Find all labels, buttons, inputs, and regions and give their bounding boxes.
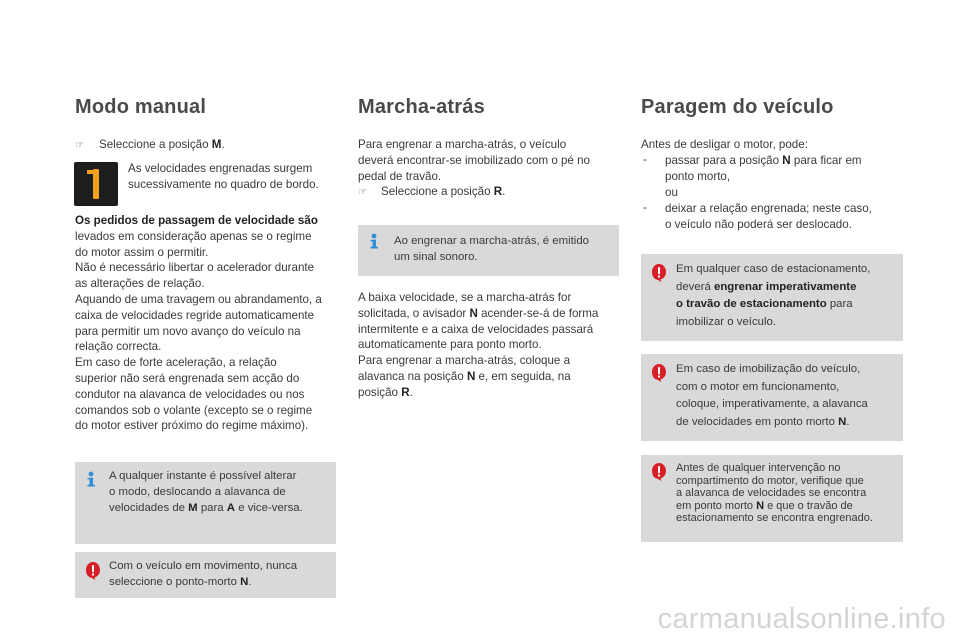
warning-line: compartimento do motor, verifique que [676, 474, 864, 487]
list-dash: - [643, 201, 647, 214]
body-bold: N [469, 306, 478, 320]
body-line: do motor assim o permitir. [75, 245, 209, 259]
body-line: comandos sob o volante (excepto se o regime [75, 403, 313, 417]
body-text-manual [75, 213, 345, 434]
reverse-low-speed-text [358, 290, 598, 401]
info-text [109, 468, 303, 516]
info-text [394, 233, 589, 265]
warning-box-parking [641, 254, 903, 341]
gear-digit-bar [93, 169, 99, 199]
bullet-bold: R [493, 185, 503, 198]
warning-line: deverá [676, 280, 714, 293]
body-line: levados em consideração apenas se o regime [75, 229, 312, 243]
body-line: A baixa velocidade, se a marcha-atrás for [358, 291, 572, 304]
warning-line: em ponto morto [676, 499, 757, 512]
bullet-select-m [99, 137, 225, 153]
info-icon [367, 233, 381, 249]
warning-line: estacionamento se encontra engrenado. [676, 512, 873, 525]
hand-pointer-icon: ☞ [75, 140, 84, 151]
warning-box-engine-work [641, 455, 903, 542]
section-title-modo-manual: Modo manual [75, 96, 207, 118]
intro-line: deverá encontrar-se imobilizado com o pé no [358, 153, 590, 167]
warning-icon [649, 363, 669, 383]
list-text: para ficar em [790, 154, 862, 167]
body-line: alavanca na posição [358, 369, 467, 383]
body-line: e, em seguida, na [475, 369, 571, 383]
body-line: acender-se-á de forma [477, 306, 599, 320]
body-line: solicitada, o avisador [358, 306, 470, 320]
stop-option-2 [665, 201, 872, 233]
subheading: Os pedidos de passagem de velocidade são [75, 214, 318, 227]
gear-description [128, 161, 319, 193]
warning-line: Em qualquer caso de estacionamento, [676, 263, 871, 275]
warning-line: de velocidades em ponto morto [676, 415, 839, 428]
info-icon [84, 471, 98, 487]
warning-line: Antes de qualquer intervenção no [676, 462, 841, 474]
info-line: um sinal sonoro. [394, 251, 478, 263]
warning-line: Com o veículo em movimento, nunca [109, 560, 298, 572]
list-text: o veículo não poderá ser deslocado. [665, 217, 852, 231]
body-line: caixa de velocidades regride automaticamente [75, 308, 315, 322]
gear-display-icon [74, 162, 118, 206]
warning-bold: N [240, 576, 249, 588]
warning-text [676, 261, 870, 331]
watermark: carmanualsonline.info [657, 603, 946, 635]
warning-icon [649, 263, 669, 283]
warning-line: a alavanca de velocidades se encontra [676, 487, 867, 500]
list-bold: N [782, 154, 791, 167]
warning-line: imobilizar o veículo. [676, 315, 777, 328]
warning-bold: o travão de estacionamento [676, 298, 827, 310]
list-text: ponto morto, [665, 169, 731, 183]
body-line: Em caso de forte aceleração, a relação [75, 356, 277, 370]
reverse-intro [358, 137, 590, 184]
body-bold: R [401, 385, 410, 399]
section-title-paragem: Paragem do veículo [641, 96, 834, 118]
warning-text [109, 558, 297, 590]
warning-text [676, 361, 868, 431]
info-bold: M [188, 502, 198, 514]
body-line: do motor estiver próximo do regime máximo). [75, 419, 309, 433]
bullet-text: Seleccione a posição [99, 138, 212, 151]
warning-line: . [846, 415, 850, 428]
body-line: posição [358, 385, 402, 399]
info-box-reverse-sound [358, 225, 619, 276]
info-bold: A [226, 502, 236, 514]
gear-desc-line: As velocidades engrenadas surgem [128, 162, 313, 175]
body-line: Aquando de uma travagem ou abrandamento, a [75, 292, 322, 306]
info-box-mode-change [75, 462, 336, 544]
body-line: automaticamente para ponto morto. [358, 338, 542, 352]
body-line: . [409, 385, 413, 399]
body-line: as alterações de relação. [75, 277, 205, 291]
warning-bold: engrenar imperativamente [714, 280, 857, 293]
warning-line: Em caso de imobilização do veículo, [676, 363, 861, 375]
list-text: passar para a posição [665, 154, 783, 167]
gear-digit-serif [87, 170, 93, 174]
warning-line: e que o travão de [764, 499, 853, 512]
intro-line: pedal de travão. [358, 169, 442, 183]
body-line: Não é necessário libertar o acelerador durante [75, 261, 315, 275]
warning-line: . [248, 576, 252, 588]
body-bold: N [466, 369, 476, 383]
body-line: relação correcta. [75, 340, 162, 354]
stop-intro: Antes de desligar o motor, pode: [641, 138, 808, 151]
bullet-end: . [502, 185, 506, 198]
warning-line: com o motor em funcionamento, [676, 380, 840, 393]
body-line: superior não será engrenada sem acção do [75, 371, 300, 385]
warning-line: seleccione o ponto-morto [109, 576, 241, 588]
info-line: para [197, 502, 227, 514]
intro-line: Para engrenar a marcha-atrás, o veículo [358, 138, 567, 151]
bullet-end: . [221, 138, 225, 151]
warning-box-immobilisation [641, 354, 903, 441]
hand-pointer-icon: ☞ [358, 187, 367, 198]
warning-text [676, 462, 873, 525]
body-line: para permitir um novo avanço do veículo na [75, 324, 301, 338]
list-dash: - [643, 153, 647, 166]
info-line: Ao engrenar a marcha-atrás, é emitido [394, 235, 590, 247]
warning-bold: N [838, 415, 847, 428]
bullet-select-r [381, 184, 505, 200]
body-line: Para engrenar a marcha-atrás, coloque a [358, 354, 571, 368]
warning-bold: N [756, 499, 765, 512]
warning-line: coloque, imperativamente, a alavanca [676, 398, 868, 410]
body-line: intermitente e a caixa de velocidades passará [358, 322, 594, 336]
info-line: A qualquer instante é possível alterar [109, 470, 297, 482]
stop-option-1 [665, 153, 862, 200]
body-line: condutor na alavanca de velocidades ou nos [75, 387, 305, 401]
warning-icon [83, 561, 103, 581]
info-line: e vice-versa. [235, 502, 303, 514]
list-or: ou [665, 185, 678, 199]
info-line: velocidades de [109, 502, 189, 514]
bullet-bold: M [211, 138, 222, 151]
warning-line: para [826, 298, 853, 310]
warning-icon [649, 462, 669, 482]
section-title-marcha-atras: Marcha-atrás [358, 96, 485, 118]
list-text: deixar a relação engrenada; neste caso, [665, 202, 872, 215]
bullet-text: Seleccione a posição [381, 185, 494, 198]
warning-box-neutral [75, 552, 336, 598]
gear-desc-line: sucessivamente no quadro de bordo. [128, 177, 319, 191]
info-line: o modo, deslocando a alavanca de [109, 486, 286, 498]
